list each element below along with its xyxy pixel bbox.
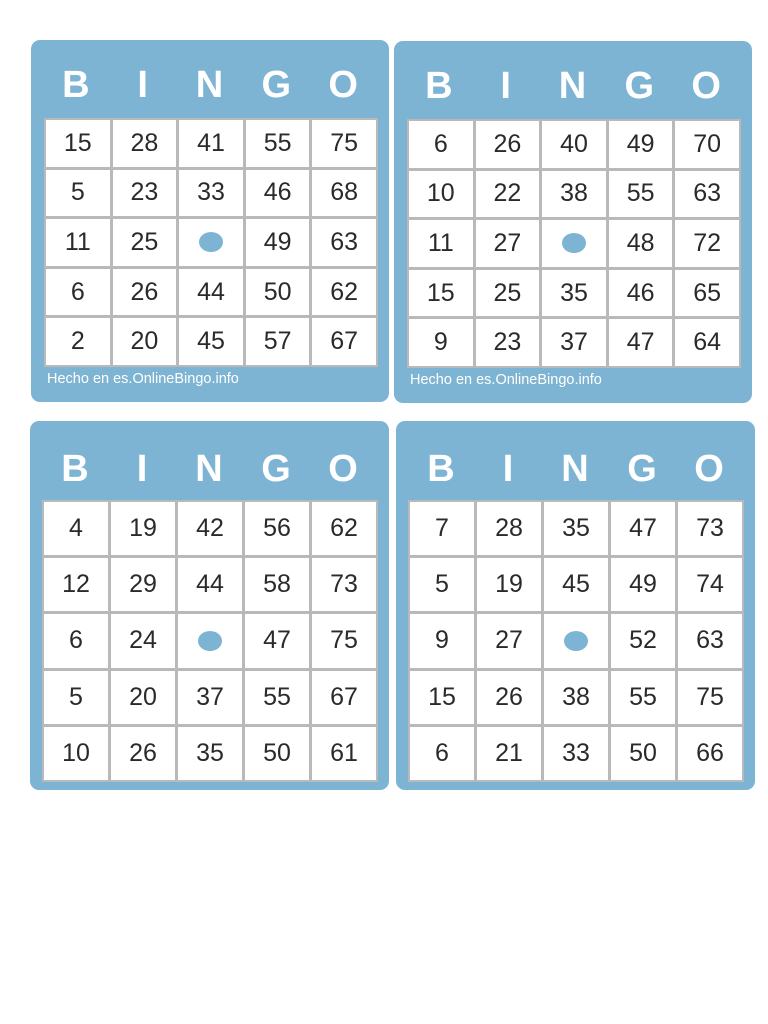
header-letter: O bbox=[691, 65, 722, 107]
bingo-number-cell: 57 bbox=[246, 318, 310, 365]
bingo-number-cell: 70 bbox=[675, 121, 739, 168]
bingo-number-cell: 37 bbox=[178, 671, 242, 724]
bingo-number-cell: 56 bbox=[245, 502, 309, 555]
bingo-number-cell: 23 bbox=[113, 170, 177, 217]
bingo-number-cell: 26 bbox=[477, 671, 541, 724]
free-space-dot-icon bbox=[564, 631, 588, 651]
header-letter: O bbox=[694, 448, 725, 490]
bingo-number-cell: 9 bbox=[410, 614, 474, 667]
header-letter: B bbox=[62, 64, 91, 106]
bingo-number-cell: 49 bbox=[246, 219, 310, 266]
bingo-grid bbox=[44, 118, 378, 367]
header-letter: O bbox=[328, 448, 359, 490]
bingo-number-cell: 23 bbox=[476, 319, 540, 366]
header-letter: I bbox=[136, 448, 149, 490]
bingo-number-cell: 63 bbox=[678, 614, 742, 667]
bingo-number-cell: 46 bbox=[246, 170, 310, 217]
header-letter: I bbox=[500, 65, 512, 107]
bingo-header bbox=[42, 446, 377, 492]
free-space-cell bbox=[179, 219, 243, 266]
bingo-number-cell: 75 bbox=[312, 614, 376, 667]
bingo-number-cell: 66 bbox=[678, 727, 742, 780]
bingo-number-cell: 62 bbox=[312, 269, 376, 316]
bingo-number-cell: 72 bbox=[675, 220, 739, 267]
bingo-number-cell: 4 bbox=[44, 502, 108, 555]
bingo-card-4 bbox=[396, 421, 755, 790]
bingo-number-cell: 44 bbox=[178, 558, 242, 611]
header-letter: I bbox=[137, 64, 149, 106]
header-letter: N bbox=[195, 64, 225, 106]
bingo-number-cell: 44 bbox=[179, 269, 243, 316]
bingo-number-cell: 6 bbox=[46, 269, 110, 316]
bingo-number-cell: 5 bbox=[46, 170, 110, 217]
free-space-dot-icon bbox=[199, 232, 223, 252]
bingo-number-cell: 26 bbox=[476, 121, 540, 168]
bingo-number-cell: 35 bbox=[544, 502, 608, 555]
bingo-number-cell: 29 bbox=[111, 558, 175, 611]
bingo-number-cell: 7 bbox=[410, 502, 474, 555]
bingo-number-cell: 67 bbox=[312, 318, 376, 365]
bingo-number-cell: 6 bbox=[44, 614, 108, 667]
bingo-number-cell: 41 bbox=[179, 120, 243, 167]
bingo-number-cell: 2 bbox=[46, 318, 110, 365]
free-space-cell bbox=[542, 220, 606, 267]
bingo-card-1 bbox=[31, 40, 389, 402]
bingo-number-cell: 24 bbox=[111, 614, 175, 667]
bingo-number-cell: 20 bbox=[111, 671, 175, 724]
bingo-number-cell: 61 bbox=[312, 727, 376, 780]
bingo-number-cell: 73 bbox=[678, 502, 742, 555]
header-letter: B bbox=[425, 65, 454, 107]
bingo-number-cell: 45 bbox=[179, 318, 243, 365]
bingo-grid bbox=[42, 500, 378, 782]
bingo-number-cell: 19 bbox=[111, 502, 175, 555]
free-space-cell bbox=[544, 614, 608, 667]
bingo-grid bbox=[408, 500, 744, 782]
bingo-number-cell: 26 bbox=[111, 727, 175, 780]
header-letter: B bbox=[427, 448, 456, 490]
bingo-number-cell: 28 bbox=[477, 502, 541, 555]
bingo-number-cell: 19 bbox=[477, 558, 541, 611]
bingo-number-cell: 10 bbox=[409, 171, 473, 218]
header-letter: B bbox=[61, 448, 90, 490]
bingo-number-cell: 6 bbox=[410, 727, 474, 780]
header-letter: G bbox=[261, 448, 292, 490]
bingo-number-cell: 6 bbox=[409, 121, 473, 168]
bingo-number-cell: 55 bbox=[245, 671, 309, 724]
bingo-number-cell: 9 bbox=[409, 319, 473, 366]
bingo-number-cell: 50 bbox=[611, 727, 675, 780]
bingo-number-cell: 27 bbox=[477, 614, 541, 667]
bingo-number-cell: 28 bbox=[113, 120, 177, 167]
bingo-number-cell: 65 bbox=[675, 270, 739, 317]
bingo-number-cell: 5 bbox=[410, 558, 474, 611]
bingo-number-cell: 47 bbox=[245, 614, 309, 667]
card-footer-credit: Hecho en es.OnlineBingo.info bbox=[410, 372, 602, 388]
bingo-number-cell: 5 bbox=[44, 671, 108, 724]
bingo-number-cell: 37 bbox=[542, 319, 606, 366]
bingo-number-cell: 73 bbox=[312, 558, 376, 611]
bingo-card-2 bbox=[394, 41, 752, 403]
bingo-number-cell: 55 bbox=[246, 120, 310, 167]
bingo-number-cell: 74 bbox=[678, 558, 742, 611]
bingo-number-cell: 50 bbox=[246, 269, 310, 316]
bingo-number-cell: 62 bbox=[312, 502, 376, 555]
bingo-number-cell: 40 bbox=[542, 121, 606, 168]
bingo-number-cell: 27 bbox=[476, 220, 540, 267]
bingo-number-cell: 47 bbox=[611, 502, 675, 555]
free-space-dot-icon bbox=[562, 233, 586, 253]
header-letter: G bbox=[624, 65, 656, 107]
bingo-number-cell: 25 bbox=[476, 270, 540, 317]
header-letter: G bbox=[261, 64, 293, 106]
bingo-number-cell: 33 bbox=[179, 170, 243, 217]
bingo-number-cell: 52 bbox=[611, 614, 675, 667]
bingo-number-cell: 11 bbox=[409, 220, 473, 267]
bingo-number-cell: 75 bbox=[678, 671, 742, 724]
bingo-number-cell: 38 bbox=[542, 171, 606, 218]
bingo-number-cell: 26 bbox=[113, 269, 177, 316]
bingo-number-cell: 68 bbox=[312, 170, 376, 217]
bingo-header bbox=[406, 63, 740, 109]
bingo-header bbox=[408, 446, 743, 492]
bingo-number-cell: 63 bbox=[312, 219, 376, 266]
bingo-number-cell: 38 bbox=[544, 671, 608, 724]
bingo-number-cell: 15 bbox=[409, 270, 473, 317]
header-letter: N bbox=[195, 448, 224, 490]
bingo-number-cell: 35 bbox=[542, 270, 606, 317]
bingo-number-cell: 22 bbox=[476, 171, 540, 218]
bingo-number-cell: 25 bbox=[113, 219, 177, 266]
bingo-number-cell: 75 bbox=[312, 120, 376, 167]
bingo-number-cell: 55 bbox=[611, 671, 675, 724]
bingo-number-cell: 21 bbox=[477, 727, 541, 780]
free-space-cell bbox=[178, 614, 242, 667]
bingo-card-3 bbox=[30, 421, 389, 790]
bingo-number-cell: 33 bbox=[544, 727, 608, 780]
bingo-number-cell: 12 bbox=[44, 558, 108, 611]
bingo-number-cell: 58 bbox=[245, 558, 309, 611]
bingo-number-cell: 67 bbox=[312, 671, 376, 724]
header-letter: N bbox=[561, 448, 590, 490]
header-letter: G bbox=[627, 448, 658, 490]
bingo-number-cell: 15 bbox=[46, 120, 110, 167]
bingo-number-cell: 50 bbox=[245, 727, 309, 780]
bingo-grid bbox=[407, 119, 741, 368]
bingo-number-cell: 35 bbox=[178, 727, 242, 780]
bingo-number-cell: 15 bbox=[410, 671, 474, 724]
bingo-number-cell: 49 bbox=[609, 121, 673, 168]
bingo-number-cell: 11 bbox=[46, 219, 110, 266]
header-letter: N bbox=[558, 65, 588, 107]
bingo-number-cell: 55 bbox=[609, 171, 673, 218]
bingo-number-cell: 20 bbox=[113, 318, 177, 365]
card-footer-credit: Hecho en es.OnlineBingo.info bbox=[47, 371, 239, 387]
bingo-number-cell: 64 bbox=[675, 319, 739, 366]
bingo-number-cell: 48 bbox=[609, 220, 673, 267]
bingo-header bbox=[43, 62, 377, 108]
bingo-number-cell: 45 bbox=[544, 558, 608, 611]
bingo-number-cell: 46 bbox=[609, 270, 673, 317]
bingo-number-cell: 49 bbox=[611, 558, 675, 611]
bingo-number-cell: 10 bbox=[44, 727, 108, 780]
bingo-number-cell: 47 bbox=[609, 319, 673, 366]
header-letter: I bbox=[502, 448, 515, 490]
bingo-number-cell: 42 bbox=[178, 502, 242, 555]
free-space-dot-icon bbox=[198, 631, 222, 651]
bingo-number-cell: 63 bbox=[675, 171, 739, 218]
header-letter: O bbox=[328, 64, 359, 106]
